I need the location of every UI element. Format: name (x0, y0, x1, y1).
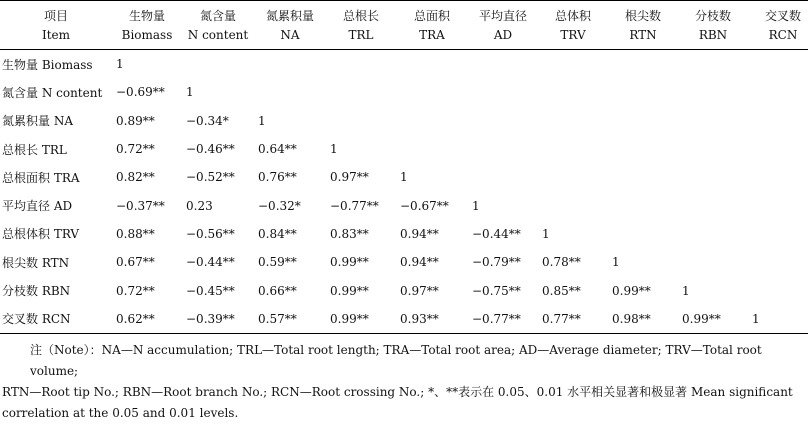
column-header (112, 1, 182, 50)
table-cell: 0.76** (258, 170, 297, 185)
table-cell (326, 50, 396, 79)
column-header-cn: 项目 (43, 9, 68, 23)
table-cell (254, 50, 326, 79)
table-cell: −0.77** (330, 198, 379, 213)
table-cell: 0.98** (612, 311, 651, 326)
table-cell (608, 220, 678, 248)
column-header-en: NA (280, 28, 300, 42)
table-cell (748, 191, 808, 219)
table-cell: −0.77** (472, 311, 521, 326)
column-header-en: TRV (560, 28, 586, 42)
table-cell (326, 107, 396, 135)
table-cell (608, 135, 678, 163)
column-header-cn: 交叉数 (764, 9, 801, 23)
table-cell (678, 163, 748, 191)
table-row (0, 248, 808, 276)
table-cell: −0.39** (186, 311, 235, 326)
table-cell (748, 50, 808, 79)
column-header-cn: 分枝数 (694, 9, 731, 23)
table-cell: 0.66** (258, 283, 297, 298)
table-cell: −0.79** (472, 255, 521, 270)
column-header-cn: 总面积 (413, 9, 450, 23)
table-row (0, 107, 808, 135)
row-label: 总根长 TRL (2, 142, 67, 157)
table-cell: 0.62** (116, 311, 155, 326)
table-cell (538, 107, 608, 135)
column-header (608, 1, 678, 50)
table-cell: 0.97** (330, 170, 369, 185)
table-cell: −0.44** (472, 226, 521, 241)
table-note (0, 340, 808, 424)
table-cell (678, 135, 748, 163)
column-header-cn: 总体积 (554, 9, 591, 23)
table-row (0, 135, 808, 163)
table-cell: 0.89** (116, 113, 155, 128)
table-header-row (0, 1, 808, 50)
table-cell (608, 78, 678, 106)
row-label: 分枝数 RBN (2, 284, 71, 299)
table-cell (538, 78, 608, 106)
table-cell (396, 107, 468, 135)
table-cell: 0.99** (330, 255, 369, 270)
table-cell (748, 276, 808, 304)
table-cell (396, 50, 468, 79)
table-cell (608, 107, 678, 135)
column-header-en: N content (187, 28, 249, 42)
table-cell: −0.44** (186, 255, 235, 270)
table-cell (748, 78, 808, 106)
table-cell (748, 248, 808, 276)
table-cell: −0.45** (186, 283, 235, 298)
table-cell (396, 78, 468, 106)
column-header-cn: 氮累积量 (265, 9, 314, 23)
table-cell (254, 78, 326, 106)
table-cell: −0.52** (186, 170, 235, 185)
table-cell (748, 135, 808, 163)
table-cell: −0.69** (116, 85, 165, 100)
table-cell (396, 135, 468, 163)
column-header (468, 1, 538, 50)
table-cell: 0.97** (400, 283, 439, 298)
column-header-en: RBN (698, 28, 728, 42)
table-cell (538, 191, 608, 219)
column-header-cn: 根尖数 (624, 9, 661, 23)
table-cell: 0.94** (400, 255, 439, 270)
column-header-en: Biomass (121, 28, 173, 42)
column-header-en: TRL (348, 28, 374, 42)
table-cell (678, 78, 748, 106)
table-cell: 0.99** (612, 283, 651, 298)
table-cell: −0.56** (186, 226, 235, 241)
column-header (326, 1, 396, 50)
column-header-en: Item (41, 28, 71, 42)
table-cell (678, 220, 748, 248)
table-cell (608, 50, 678, 79)
row-label: 平均直径 AD (2, 199, 73, 214)
table-cell (678, 107, 748, 135)
table-cell: 0.78** (542, 255, 581, 270)
column-header-en: RCN (768, 28, 798, 42)
table-cell: 0.93** (400, 311, 439, 326)
row-label: 生物量 Biomass (2, 57, 93, 72)
table-cell: 0.84** (258, 226, 297, 241)
table-cell: 0.94** (400, 226, 439, 241)
table-cell: 0.57** (258, 311, 297, 326)
table-cell: 0.67** (116, 255, 155, 270)
table-body (0, 50, 808, 334)
table-cell: 0.64** (258, 142, 297, 157)
table-row (0, 191, 808, 219)
table-cell: −0.75** (472, 283, 521, 298)
table-cell: 1 (682, 283, 690, 298)
table-cell: 0.99** (330, 283, 369, 298)
table-cell: 1 (400, 170, 408, 185)
table-cell: 0.72** (116, 283, 155, 298)
row-label: 总根体积 TRV (2, 227, 80, 242)
table-cell (326, 78, 396, 106)
row-label: 氮累积量 NA (2, 114, 73, 129)
table-cell: 0.88** (116, 226, 155, 241)
column-header-cn: 生物量 (128, 9, 165, 23)
table-cell: 0.99** (330, 311, 369, 326)
column-header (182, 1, 254, 50)
column-header (678, 1, 748, 50)
note-line-3: correlation at the 0.05 and 0.01 levels. (2, 406, 239, 420)
row-label: 交叉数 RCN (2, 312, 71, 327)
column-header (748, 1, 808, 50)
row-label: 根尖数 RTN (2, 255, 70, 270)
table-cell: 1 (612, 255, 620, 270)
table-row (0, 78, 808, 106)
table-cell (538, 135, 608, 163)
table-cell: 0.99** (682, 311, 721, 326)
row-label: 氮含量 N content (2, 85, 103, 100)
table-row (0, 163, 808, 191)
table-cell (608, 163, 678, 191)
table-cell (748, 163, 808, 191)
table-cell: 0.23 (186, 198, 213, 213)
table-cell: −0.37** (116, 198, 165, 213)
note-line-1: 注（Note）：NA—N accumulation; TRL—Total root length; TRA—Total root area; AD—Average diameter; TRV—Total root volume; (30, 343, 762, 378)
table-cell: 1 (752, 311, 760, 326)
note-line-2: RTN—Root tip No.; RBN—Root branch No.; RCN—Root crossing No.; *、**表示在 0.05、0.01 水平相关显著和极显著 Mean significant (2, 385, 793, 399)
table-row (0, 50, 808, 79)
column-header-cn: 总根长 (342, 9, 379, 23)
table-cell (678, 248, 748, 276)
table-cell: 1 (258, 113, 266, 128)
table-cell (468, 78, 538, 106)
column-header (254, 1, 326, 50)
table-cell: −0.34* (186, 113, 229, 128)
table-cell: −0.46** (186, 142, 235, 157)
table-cell (182, 50, 254, 79)
column-header (0, 1, 112, 50)
column-header-en: TRA (419, 28, 445, 42)
table-cell (748, 220, 808, 248)
table-cell (468, 163, 538, 191)
column-header-en: AD (493, 28, 513, 42)
column-header (538, 1, 608, 50)
table-cell (468, 50, 538, 79)
table-cell: −0.67** (400, 198, 449, 213)
table-cell: 1 (472, 198, 480, 213)
table-cell (468, 107, 538, 135)
table-row (0, 276, 808, 304)
row-label: 总根面积 TRA (2, 170, 80, 185)
column-header-cn: 氮含量 (199, 9, 236, 23)
column-header-cn: 平均直径 (478, 9, 527, 23)
table-row (0, 305, 808, 334)
table-cell (748, 107, 808, 135)
table-cell (678, 50, 748, 79)
table-cell (678, 191, 748, 219)
table-cell: 1 (542, 226, 550, 241)
column-header-en: RTN (629, 28, 657, 42)
table-cell (538, 50, 608, 79)
table-cell: 0.85** (542, 283, 581, 298)
table-cell: −0.32* (258, 198, 301, 213)
table-cell: 0.72** (116, 142, 155, 157)
column-header (396, 1, 468, 50)
table-cell: 0.83** (330, 226, 369, 241)
table-cell: 1 (116, 57, 124, 72)
table-cell: 0.82** (116, 170, 155, 185)
table-cell (468, 135, 538, 163)
table-cell (538, 163, 608, 191)
table-cell: 1 (186, 85, 194, 100)
table-cell: 0.59** (258, 255, 297, 270)
table-cell: 1 (330, 142, 338, 157)
table-cell (608, 191, 678, 219)
table-row (0, 220, 808, 248)
table-cell: 0.77** (542, 311, 581, 326)
